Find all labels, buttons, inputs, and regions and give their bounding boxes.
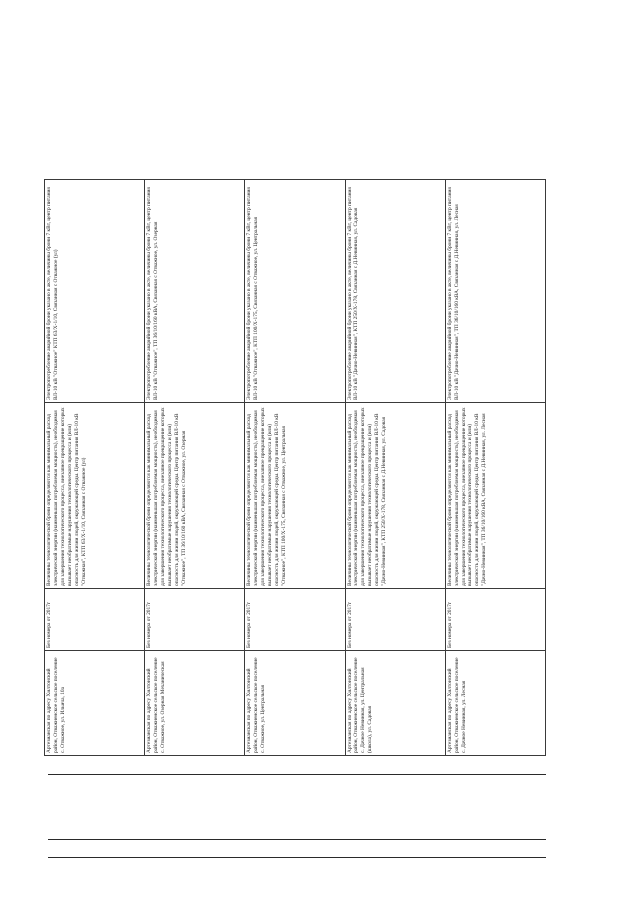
rule-line-bottom [48, 857, 546, 858]
cell-validity: Без номера от 2017г [145, 589, 245, 651]
table-row [245, 180, 345, 756]
cell-consumer: Электропотребление аварийной брони указано в акте, величины брони 7 кВт, центр питания ВЛ-10 кВ "Дачно-Невинная", КТП 250/Х-178, Связанная с Д.Невинная, ул. Садовая [345, 180, 445, 403]
cell-reason: Величины технологической брони определяются как минимальный расход электрической энергии (наименьшая потребляемая мощность), необходимая для завершения технологического процесса, внезапное прекращение которых вызывает необратимые нарушения технологического процесса и (или) опасность для жизни людей, окружающей среды. Центр питания ВЛ-10 кВ "Дачно-Невинная", КТП 250/Х-178, Связанная с Д.Невинная, ул. Садовая [345, 403, 445, 589]
cell-location: Артезианская по адресу Хилтонский район, Отважненское сельское поселение с. Дачное Невинная, ул. Центральная (школа), ул. Садовая [345, 651, 445, 756]
cell-validity: Без номера от 2017г [445, 589, 545, 651]
cell-reason: Величины технологической брони определяются как минимальный расход электрической энергии (наименьшая потребляемая мощность), необходимая для завершения технологического процесса, внезапное прекращение которых вызывает необратимые нарушения технологического процесса и (или) опасность для жизни людей, окружающей среды. Центр питания ВЛ-10 кВ "Отважное", КТП 100/Х-175, Связанная с Отважное, ул. Центральная [245, 403, 345, 589]
cell-reason: Величины технологической брони определяются как минимальный расход электрической энергии (наименьшая потребляемая мощность), необходимая для завершения технологического процесса, внезапное прекращение которых вызывает необратимые нарушения технологического процесса и (или) опасность для жизни людей, окружающей среды. Центр питания ВЛ-10 кВ "Отважная", КТП 63/Х-1/10, Связанная с Отважное (ул) [45, 403, 145, 589]
cell-location: Артезианская по адресу Хилтонский район, Отважненское сельское поселение с. Отважное, ул. Центральная [245, 651, 345, 756]
rule-line-middle [48, 839, 546, 840]
cell-consumer: Электропотребление аварийной брони указано в акте, величины брони 7 кВт, центр питания ВЛ-10 кВ "Отважное", КТП 100/Х-175, Связанная с Отважное, ул. Центральная [245, 180, 345, 403]
cell-location: Артезианская по адресу Хилтонский район, Отважненское сельское поселение с. Дачное Невинная, ул. Лесная [445, 651, 545, 756]
cell-consumer: Электропотребление аварийной брони указано в акте, величины брони 7 кВт, центр питания ВЛ-10 кВ "Отважное", ТП 36/10/160 кВА, Связанная с Отважное, ул. Озерная [145, 180, 245, 403]
table-row [145, 180, 245, 756]
cell-validity: Без номера от 2017г [245, 589, 345, 651]
cell-location: Артезианская по адресу Хилтонский район, Отважненское сельское поселение с. Отважное, ул. Ильича, 10а [45, 651, 145, 756]
table-row [445, 180, 545, 756]
table-row [345, 180, 445, 756]
rule-line-top [48, 774, 546, 775]
cell-validity: Без номера от 2017г [345, 589, 445, 651]
cell-consumer: Электропотребление аварийной брони указано в акте, величины брони 7 кВт, центр питания ВЛ-10 кВ "Отважное" КТП 63/Х-1/10, Связанная с Отважное (ул) [45, 180, 145, 403]
reserve-table [44, 179, 546, 756]
cell-location: Артезианская по адресу Хилтонский район, Отважненское сельское поселение с. Отважное, ул. Озерная Механическая [145, 651, 245, 756]
table-wrapper [44, 180, 546, 756]
cell-consumer: Электропотребление аварийной брони указано в акте, величины брони 7 кВт, центр питания ВЛ-10 кВ "Дачно-Невинная", ТП 36/10/160 кВА, Связанная с Д.Невинная, ул. Лесная [445, 180, 545, 403]
cell-validity: Без номера от 2017г [45, 589, 145, 651]
table-row [45, 180, 145, 756]
cell-reason: Величины технологической брони определяются как минимальный расход электрической энергии (наименьшая потребляемая мощность), необходимая для завершения технологического процесса, внезапное прекращение которых вызывает необратимые нарушения технологического процесса и (или) опасность для жизни людей, окружающей среды. Центр питания ВЛ-10 кВ "Отважное", ТП 36/10/160 кВА, Связанная с Отважное, ул. Озерная [145, 403, 245, 589]
cell-reason: Величины технологической брони определяются как минимальный расход электрической энергии (наименьшая потребляемая мощность), необходимая для завершения технологического процесса, внезапное прекращение которых вызывает необратимые нарушения технологического процесса и (или) опасность для жизни людей, окружающей среды. Центр питания ВЛ-10 кВ "Дачно-Невинная", ТП 36/10/160 кВА, Связанная с Д.Невинная, ул. Лесная [445, 403, 545, 589]
rotated-table-container [44, 180, 546, 756]
